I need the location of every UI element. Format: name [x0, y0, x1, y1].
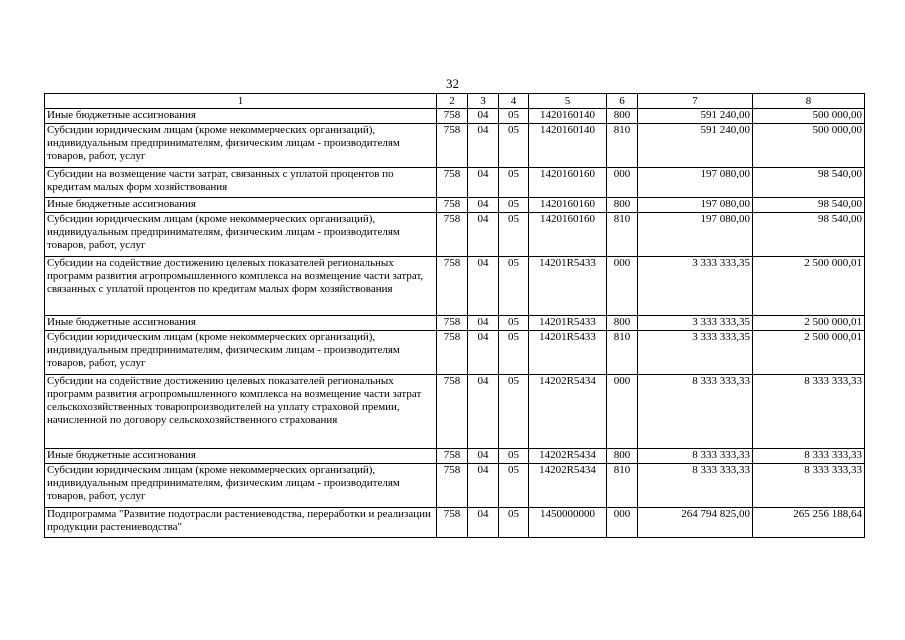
header-col-8: 8: [753, 94, 865, 109]
row-name-cell: Субсидии юридическим лицам (кроме некоммерческих организаций), индивидуальным предпринимателям, физическим лицам - производителям товаров, работ, услуг: [45, 124, 437, 168]
row-section-cell: 04: [468, 464, 499, 508]
header-col-2: 2: [437, 94, 468, 109]
table-row: [45, 124, 865, 168]
row-amount-year-1-cell: 264 794 825,00: [638, 508, 753, 538]
row-ministry-code-cell: 758: [437, 508, 468, 538]
row-amount-year-1-cell: 3 333 333,35: [638, 316, 753, 331]
row-subsection-cell: 05: [499, 449, 529, 464]
row-target-article-cell: 1420160160: [529, 168, 607, 198]
table-row: [45, 109, 865, 124]
row-section-cell: 04: [468, 508, 499, 538]
row-section-cell: 04: [468, 316, 499, 331]
row-section-cell: 04: [468, 375, 499, 449]
row-subsection-cell: 05: [499, 109, 529, 124]
row-subsection-cell: 05: [499, 316, 529, 331]
row-target-article-cell: 14202R5434: [529, 375, 607, 449]
table-row: [45, 168, 865, 198]
row-ministry-code-cell: 758: [437, 257, 468, 316]
row-ministry-code-cell: 758: [437, 375, 468, 449]
row-amount-year-1-cell: 197 080,00: [638, 213, 753, 257]
row-amount-year-1-cell: 8 333 333,33: [638, 449, 753, 464]
row-expense-type-cell: 800: [607, 198, 638, 213]
row-amount-year-2-cell: 8 333 333,33: [753, 375, 865, 449]
row-name-cell: Иные бюджетные ассигнования: [45, 109, 437, 124]
row-amount-year-1-cell: 8 333 333,33: [638, 375, 753, 449]
row-amount-year-2-cell: 98 540,00: [753, 198, 865, 213]
row-name-cell: Субсидии юридическим лицам (кроме некоммерческих организаций), индивидуальным предпринимателям, физическим лицам - производителям товаров, работ, услуг: [45, 331, 437, 375]
header-col-4: 4: [499, 94, 529, 109]
row-amount-year-2-cell: 500 000,00: [753, 124, 865, 168]
row-section-cell: 04: [468, 124, 499, 168]
row-ministry-code-cell: 758: [437, 109, 468, 124]
row-target-article-cell: 1420160140: [529, 109, 607, 124]
header-col-3: 3: [468, 94, 499, 109]
row-amount-year-2-cell: 8 333 333,33: [753, 464, 865, 508]
header-col-5: 5: [529, 94, 607, 109]
row-name-cell: Иные бюджетные ассигнования: [45, 316, 437, 331]
row-amount-year-2-cell: 2 500 000,01: [753, 316, 865, 331]
row-section-cell: 04: [468, 198, 499, 213]
row-amount-year-1-cell: 8 333 333,33: [638, 464, 753, 508]
row-amount-year-2-cell: 98 540,00: [753, 213, 865, 257]
row-section-cell: 04: [468, 213, 499, 257]
row-amount-year-1-cell: 197 080,00: [638, 198, 753, 213]
row-amount-year-1-cell: 3 333 333,35: [638, 257, 753, 316]
row-name-cell: Иные бюджетные ассигнования: [45, 449, 437, 464]
row-name-cell: Иные бюджетные ассигнования: [45, 198, 437, 213]
row-subsection-cell: 05: [499, 508, 529, 538]
table-row: [45, 316, 865, 331]
row-section-cell: 04: [468, 109, 499, 124]
header-col-6: 6: [607, 94, 638, 109]
row-subsection-cell: 05: [499, 213, 529, 257]
row-subsection-cell: 05: [499, 124, 529, 168]
row-amount-year-2-cell: 265 256 188,64: [753, 508, 865, 538]
row-amount-year-1-cell: 3 333 333,35: [638, 331, 753, 375]
row-expense-type-cell: 810: [607, 213, 638, 257]
row-target-article-cell: 14201R5433: [529, 331, 607, 375]
row-name-cell: Субсидии на содействие достижению целевых показателей региональных программ развития агропромышленного комплекса на возмещение части затрат, связанных с уплатой процентов по кредитам малых форм хозяйствования: [45, 257, 437, 316]
row-name-cell: Субсидии на содействие достижению целевых показателей региональных программ развития агропромышленного комплекса на возмещение части затрат сельскохозяйственных товаропроизводителей на уплату страховой премии, начисленной по договору сельскохозяйственного страхования: [45, 375, 437, 449]
header-row: [45, 94, 865, 109]
row-target-article-cell: 14201R5433: [529, 257, 607, 316]
table-header: [45, 94, 865, 109]
row-section-cell: 04: [468, 331, 499, 375]
table-row: [45, 449, 865, 464]
header-col-7: 7: [638, 94, 753, 109]
row-ministry-code-cell: 758: [437, 316, 468, 331]
table-row: [45, 375, 865, 449]
row-ministry-code-cell: 758: [437, 124, 468, 168]
table-body: [45, 109, 865, 538]
row-target-article-cell: 14202R5434: [529, 464, 607, 508]
row-amount-year-2-cell: 500 000,00: [753, 109, 865, 124]
header-col-1: 1: [45, 94, 437, 109]
row-subsection-cell: 05: [499, 257, 529, 316]
table-row: [45, 213, 865, 257]
table-row: [45, 464, 865, 508]
row-name-cell: Субсидии юридическим лицам (кроме некоммерческих организаций), индивидуальным предпринимателям, физическим лицам - производителям товаров, работ, услуг: [45, 464, 437, 508]
row-expense-type-cell: 810: [607, 331, 638, 375]
page-number: 32: [446, 76, 459, 91]
row-expense-type-cell: 000: [607, 375, 638, 449]
row-ministry-code-cell: 758: [437, 213, 468, 257]
row-expense-type-cell: 800: [607, 109, 638, 124]
row-subsection-cell: 05: [499, 331, 529, 375]
row-amount-year-1-cell: 591 240,00: [638, 124, 753, 168]
row-target-article-cell: 14201R5433: [529, 316, 607, 331]
row-target-article-cell: 1420160160: [529, 198, 607, 213]
row-amount-year-2-cell: 8 333 333,33: [753, 449, 865, 464]
row-target-article-cell: 1450000000: [529, 508, 607, 538]
table-row: [45, 331, 865, 375]
row-expense-type-cell: 800: [607, 449, 638, 464]
row-name-cell: Подпрограмма "Развитие подотрасли растениеводства, переработки и реализации продукции растениеводства": [45, 508, 437, 538]
row-amount-year-2-cell: 2 500 000,01: [753, 331, 865, 375]
row-subsection-cell: 05: [499, 375, 529, 449]
row-name-cell: Субсидии юридическим лицам (кроме некоммерческих организаций), индивидуальным предпринимателям, физическим лицам - производителям товаров, работ, услуг: [45, 213, 437, 257]
row-ministry-code-cell: 758: [437, 449, 468, 464]
row-ministry-code-cell: 758: [437, 464, 468, 508]
row-section-cell: 04: [468, 449, 499, 464]
row-ministry-code-cell: 758: [437, 198, 468, 213]
row-section-cell: 04: [468, 257, 499, 316]
row-subsection-cell: 05: [499, 198, 529, 213]
table-row: [45, 198, 865, 213]
table-row: [45, 508, 865, 538]
row-expense-type-cell: 000: [607, 168, 638, 198]
row-expense-type-cell: 800: [607, 316, 638, 331]
row-expense-type-cell: 810: [607, 124, 638, 168]
row-subsection-cell: 05: [499, 464, 529, 508]
row-target-article-cell: 1420160140: [529, 124, 607, 168]
table-row: [45, 257, 865, 316]
row-amount-year-2-cell: 2 500 000,01: [753, 257, 865, 316]
row-subsection-cell: 05: [499, 168, 529, 198]
row-amount-year-2-cell: 98 540,00: [753, 168, 865, 198]
row-ministry-code-cell: 758: [437, 331, 468, 375]
row-section-cell: 04: [468, 168, 499, 198]
row-target-article-cell: 14202R5434: [529, 449, 607, 464]
row-target-article-cell: 1420160160: [529, 213, 607, 257]
budget-table: [44, 93, 865, 538]
row-amount-year-1-cell: 591 240,00: [638, 109, 753, 124]
row-expense-type-cell: 810: [607, 464, 638, 508]
row-amount-year-1-cell: 197 080,00: [638, 168, 753, 198]
row-expense-type-cell: 000: [607, 508, 638, 538]
row-ministry-code-cell: 758: [437, 168, 468, 198]
row-name-cell: Субсидии на возмещение части затрат, связанных с уплатой процентов по кредитам малых форм хозяйствования: [45, 168, 437, 198]
row-expense-type-cell: 000: [607, 257, 638, 316]
